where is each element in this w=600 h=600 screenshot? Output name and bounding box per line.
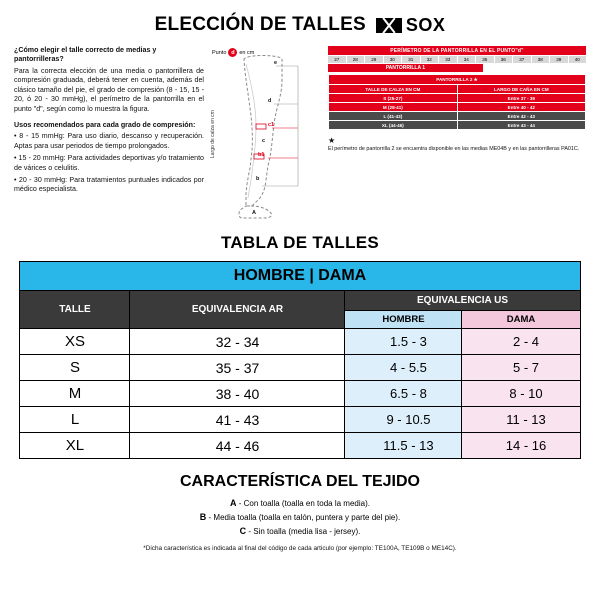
calf-size-table bbox=[328, 74, 586, 130]
fabric-text: - Sin toalla (media lisa - jersey). bbox=[246, 526, 361, 536]
cell-talle: S (25-27) bbox=[329, 94, 458, 103]
list-item: • 20 - 30 mmHg: Para tratamientos puntuales indicados por médico especialista. bbox=[14, 176, 204, 194]
cell-largo: Entre 40 - 42 bbox=[457, 103, 585, 112]
fabric-letter: C bbox=[239, 525, 247, 536]
table-row bbox=[329, 103, 586, 112]
list-item bbox=[0, 497, 600, 511]
list-item: • 8 - 15 mmHg: Para uso diario, descanso y recuperación. Aptas para usar periodos de tiempo prolongados. bbox=[14, 132, 204, 150]
table-row bbox=[329, 94, 586, 103]
scale-tick: 27 bbox=[328, 56, 347, 63]
cell-largo: Entre 37 - 39 bbox=[457, 94, 585, 103]
measurement-title: PERÍMETRO DE LA PANTORRILLA EN EL PUNTO"d" bbox=[328, 46, 586, 55]
table-row bbox=[329, 75, 586, 85]
fabric-text: - Con toalla (toalla en toda la media). bbox=[236, 499, 370, 508]
page-title: ELECCIÓN DE TALLES bbox=[154, 14, 366, 35]
cell-us-dama: 11 - 13 bbox=[462, 407, 580, 433]
table-row bbox=[20, 381, 580, 407]
leg-shape-svg bbox=[212, 46, 320, 221]
intro-section bbox=[0, 36, 600, 221]
intro-text bbox=[14, 46, 204, 221]
scale-tick: 31 bbox=[402, 56, 421, 63]
scale-numbers bbox=[328, 56, 586, 63]
table-row bbox=[20, 407, 580, 433]
measurement-panel bbox=[328, 46, 586, 221]
col-equivalencia-us: EQUIVALENCIA US bbox=[345, 291, 580, 311]
col-us-hombre: HOMBRE bbox=[345, 311, 462, 329]
cell-us-dama: 8 - 10 bbox=[462, 381, 580, 407]
footnote-text: El perímetro de pantorrilla 2 se encuentra disponible en las medias ME04B y en las pantorrilleras PA01C. bbox=[328, 146, 580, 153]
cell-talle: M bbox=[20, 381, 130, 407]
fabric-list bbox=[0, 497, 600, 539]
list-item: • 15 - 20 mmHg: Para actividades deportivas y/o tratamiento de várices o celulitis. bbox=[14, 154, 204, 172]
scale-tick: 35 bbox=[476, 56, 495, 63]
fabric-letter: B bbox=[199, 511, 207, 522]
band-pantorrilla-2: PANTORRILLA 2 ★ bbox=[329, 75, 586, 85]
dim-letter-c1: c1 bbox=[268, 122, 275, 128]
sizes-main-header: HOMBRE | DAMA bbox=[20, 262, 580, 291]
table-row bbox=[20, 262, 580, 291]
cell-us-dama: 5 - 7 bbox=[462, 355, 580, 381]
sizes-section-title: TABLA DE TALLES bbox=[220, 233, 380, 252]
sox-mark-icon bbox=[376, 18, 402, 33]
cell-us-hombre: 11.5 - 13 bbox=[345, 433, 462, 459]
col-us-dama: DAMA bbox=[462, 311, 580, 329]
scale-tick: 34 bbox=[458, 56, 477, 63]
intro-paragraph: Para la correcta elección de una media o pantorrillera de compresión graduada, deberá tener en cuenta, además del clásico tamaño del pie, el grado de compresión (8 - 15, 15 - 20, ó 20 - 30 mmHg), el perímetro de la pantorrilla en el punto "d", según como lo muestra la figura. bbox=[14, 66, 204, 113]
scale-tick: 38 bbox=[532, 56, 551, 63]
list-item bbox=[0, 511, 600, 525]
point-letter-icon: d bbox=[228, 48, 237, 57]
cell-talle: S bbox=[20, 355, 130, 381]
page-header bbox=[0, 0, 600, 36]
dim-letter-d: d bbox=[268, 98, 272, 104]
measurement-scale bbox=[328, 56, 586, 63]
table-row bbox=[329, 121, 586, 130]
fabric-text: - Media toalla (toalla en talón, puntera y parte del pie). bbox=[206, 512, 401, 522]
cell-talle: XS bbox=[20, 329, 130, 355]
dim-letter-a: A bbox=[252, 210, 256, 216]
col-talle-calza: TALLE DE CALZA EN CM bbox=[329, 85, 458, 94]
table-row bbox=[329, 112, 586, 121]
cell-us-hombre: 6.5 - 8 bbox=[345, 381, 462, 407]
scale-tick: 36 bbox=[495, 56, 514, 63]
scale-tick: 39 bbox=[550, 56, 569, 63]
scale-tick: 37 bbox=[513, 56, 532, 63]
leg-diagram bbox=[212, 46, 320, 221]
cell-ar: 35 - 37 bbox=[130, 355, 345, 381]
table-row bbox=[20, 291, 580, 311]
uses-list bbox=[14, 132, 204, 195]
footnote-pantorrilla2 bbox=[328, 136, 586, 153]
cell-ar: 32 - 34 bbox=[130, 329, 345, 355]
brand-name: SOX bbox=[405, 14, 446, 35]
dim-letter-c: c bbox=[262, 138, 266, 144]
scale-tick: 30 bbox=[384, 56, 403, 63]
fabric-footnote: *Dicha característica es indicada al final del código de cada articulo (por ejemplo: TE100A, TE109B o ME14C). bbox=[143, 544, 457, 552]
dim-letter-b1: b1 bbox=[258, 152, 265, 158]
table-row bbox=[20, 433, 580, 459]
cell-us-dama: 2 - 4 bbox=[462, 329, 580, 355]
cell-talle: M (28-41) bbox=[329, 103, 458, 112]
scale-tick: 28 bbox=[347, 56, 366, 63]
cell-us-hombre: 9 - 10.5 bbox=[345, 407, 462, 433]
dim-letter-e: e bbox=[274, 60, 278, 66]
intro-question: ¿Cómo elegir el talle correcto de medias y pantorrilleras? bbox=[14, 46, 157, 64]
table-row bbox=[329, 85, 586, 94]
fabric-letter: A bbox=[230, 498, 237, 508]
sizes-table bbox=[19, 261, 580, 459]
leg-illustration bbox=[212, 46, 320, 221]
col-equivalencia-ar: EQUIVALENCIA AR bbox=[130, 291, 345, 329]
fabric-section-title: CARACTERÍSTICA DEL TEJIDO bbox=[179, 473, 420, 490]
star-icon: ★ bbox=[328, 136, 336, 145]
cell-largo: Entre 42 - 43 bbox=[457, 112, 585, 121]
scale-tick: 32 bbox=[421, 56, 440, 63]
cell-talle: XL (44-46) bbox=[329, 121, 458, 130]
cell-us-hombre: 4 - 5.5 bbox=[345, 355, 462, 381]
leg-vertical-label: Largo de calza en cm bbox=[210, 110, 216, 158]
scale-tick: 29 bbox=[365, 56, 384, 63]
cell-us-hombre: 1.5 - 3 bbox=[345, 329, 462, 355]
scale-tick: 33 bbox=[439, 56, 458, 63]
uses-title: Usos recomendados para cada grado de compresión: bbox=[14, 120, 196, 129]
point-suffix: en cm bbox=[239, 49, 255, 56]
list-item bbox=[0, 525, 600, 539]
table-row bbox=[20, 329, 580, 355]
cell-talle: XL bbox=[20, 433, 130, 459]
dim-letter-b: b bbox=[256, 176, 260, 182]
table-row bbox=[20, 355, 580, 381]
col-talle: TALLE bbox=[20, 291, 130, 329]
cell-largo: Entre 43 - 44 bbox=[457, 121, 585, 130]
brand-logo bbox=[376, 15, 446, 36]
cell-talle: L bbox=[20, 407, 130, 433]
band-pantorrilla-1: PANTORRILLA 1 bbox=[328, 64, 483, 72]
cell-talle: L (41-43) bbox=[329, 112, 458, 121]
scale-tick: 40 bbox=[569, 56, 587, 63]
cell-us-dama: 14 - 16 bbox=[462, 433, 580, 459]
col-largo-cana: LARGO DE CAÑA EN CM bbox=[457, 85, 585, 94]
cell-ar: 41 - 43 bbox=[130, 407, 345, 433]
cell-ar: 44 - 46 bbox=[130, 433, 345, 459]
point-label: Punto bbox=[212, 49, 227, 56]
cell-ar: 38 - 40 bbox=[130, 381, 345, 407]
